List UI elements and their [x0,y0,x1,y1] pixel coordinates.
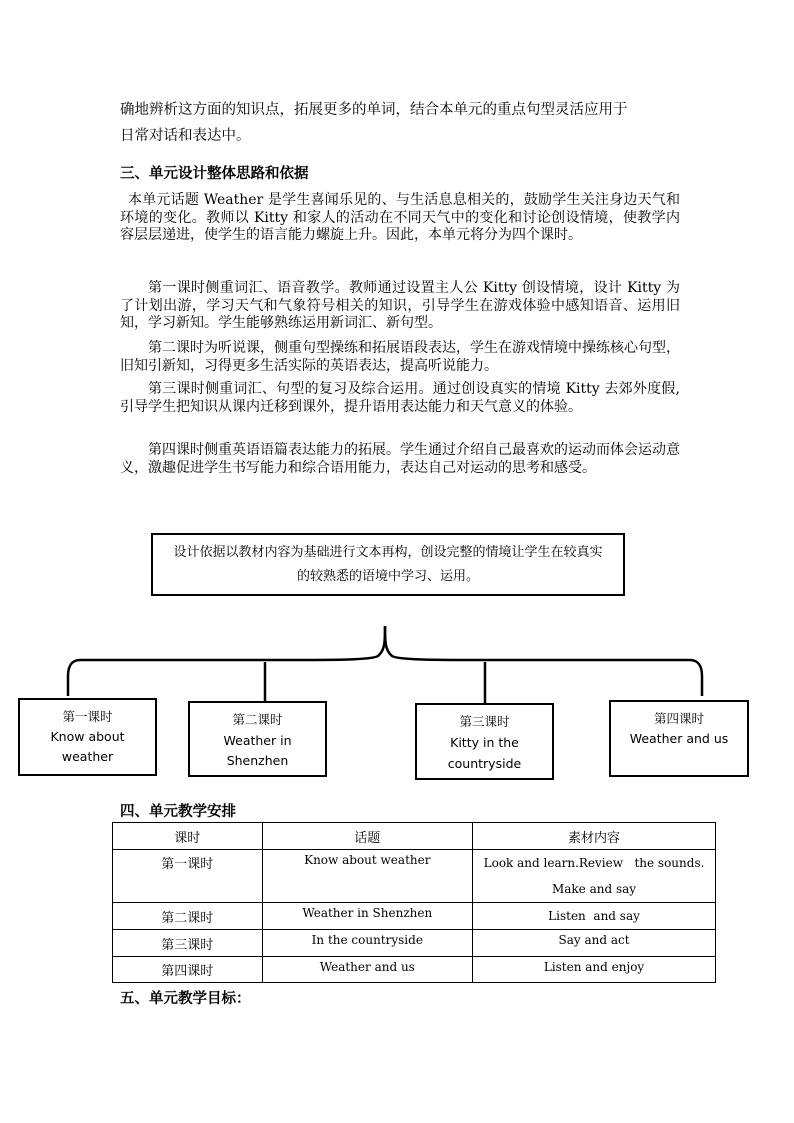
table-header-row [113,823,716,850]
cell-period: 第三课时 [113,930,263,957]
period-1-title: 第一课时 [62,709,113,724]
section-5-heading: 五、单元教学目标： [120,991,251,1007]
intro-line-1: 确地辨析这方面的知识点，拓展更多的单词，结合本单元的重点句型灵活应用于 [120,102,628,118]
cell-topic: Weather in Shenzhen [262,903,473,930]
period-2-topic-line-2: Shenzhen [226,753,289,768]
cell-material [473,850,716,903]
period-2-box [188,701,327,777]
cell-topic: Know about weather [262,850,473,903]
cell-material-line-2: Make and say [551,882,637,896]
section-3-paragraph-4: 第三课时侧重词汇、句型的复习及综合运用。通过创设真实的情境 Kitty 去郊外度假,引导学生把知识从课内迁移到课外，提升语用表达能力和天气意义的体验。 [120,381,680,415]
period-1-topic-line-1: Know about [50,729,125,744]
cell-material: Listen and enjoy [473,957,716,983]
cell-material-line-1: Look and learn.Review the sounds. [483,856,705,870]
header-material: 素材内容 [473,823,716,850]
intro-line-2: 日常对话和表达中。 [120,128,251,144]
section-3-paragraph-1: 本单元话题 Weather 是学生喜闻乐见的、与生活息息相关的，鼓励学生关注身边天气和环境的变化。教师以 Kitty 和家人的活动在不同天气中的变化和讨论创设情境，使教学内容层层递进，使学生的语言能力螺旋上升。因此，本单元将分为四个课时。 [120,192,680,244]
period-3-topic-line-2: countryside [447,756,522,771]
period-4-box [609,700,749,777]
table-row [113,930,716,957]
period-1-topic-line-2: weather [61,749,114,764]
period-2-topic-line-1: Weather in [223,733,292,748]
period-1-box [18,698,157,776]
diagram-connectors [0,620,794,710]
cell-period: 第四课时 [113,957,263,983]
section-4-heading: 四、单元教学安排 [120,804,236,820]
header-topic: 话题 [262,823,473,850]
cell-period: 第二课时 [113,903,263,930]
period-2-title: 第二课时 [232,712,283,727]
cell-material: Listen and say [473,903,716,930]
period-4-topic-line-1: Weather and us [629,731,729,746]
table-row [113,850,716,903]
section-3-heading: 三、单元设计整体思路和依据 [120,166,309,182]
design-basis-box: 设计依据以教材内容为基础进行文本再构，创设完整的情境让学生在较真实的较熟悉的语境中学习、运用。 [151,533,625,596]
section-3-paragraph-2: 第一课时侧重词汇、语音教学。教师通过设置主人公 Kitty 创设情境，设计 Kitty 为了计划出游，学习天气和气象符号相关的知识，引导学生在游戏体验中感知语音、运用旧知，学习新知。学生能够熟练运用新词汇、新句型。 [120,280,680,332]
header-period: 课时 [113,823,263,850]
period-3-title: 第三课时 [459,714,510,729]
period-3-topic-line-1: Kitty in the [450,735,519,750]
cell-material: Say and act [473,930,716,957]
section-3-paragraph-3: 第二课时为听说课，侧重句型操练和拓展语段表达，学生在游戏情境中操练核心句型，旧知引新知，习得更多生活实际的英语表达，提高听说能力。 [120,340,680,374]
period-4-title: 第四课时 [653,711,704,726]
section-3-paragraph-5: 第四课时侧重英语语篇表达能力的拓展。学生通过介绍自己最喜欢的运动而体会运动意义，激趣促进学生书写能力和综合语用能力，表达自己对运动的思考和感受。 [120,442,680,476]
table-row [113,957,716,983]
cell-topic: In the countryside [262,930,473,957]
cell-topic: Weather and us [262,957,473,983]
period-3-box [415,703,554,780]
table-row [113,903,716,930]
schedule-table [112,822,716,983]
cell-period: 第一课时 [113,850,263,903]
